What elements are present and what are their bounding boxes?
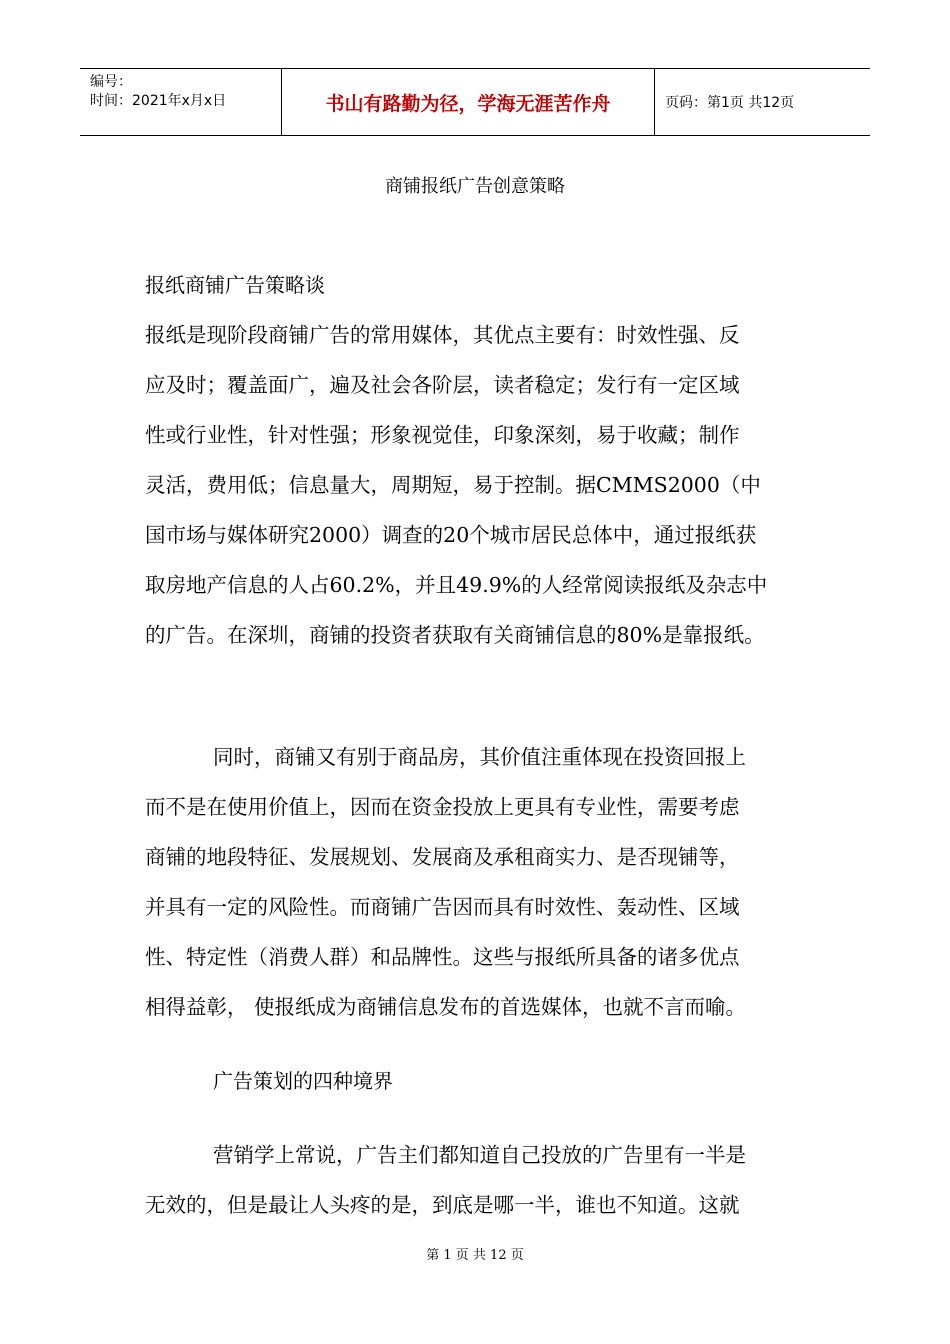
header-page-count: 页码：第1页 共12页 xyxy=(665,95,795,111)
paragraph-line: 商铺的地段特征、发展规划、发展商及承租商实力、是否现铺等， xyxy=(145,845,740,869)
section-heading-newspaper-ad-strategy: 报纸商铺广告策略谈 xyxy=(145,273,325,297)
paragraph-line: 灵活，费用低；信息量大，周期短，易于控制。据CMMS2000（中 xyxy=(145,473,761,497)
document-number-label: 编号： xyxy=(90,74,132,90)
paragraph-line: 性、特定性（消费人群）和品牌性。这些与报纸所具备的诸多优点 xyxy=(145,945,740,969)
header-meta-cell xyxy=(80,69,282,135)
header-page-cell xyxy=(655,69,870,135)
paragraph-line: 而不是在使用价值上，因而在资金投放上更具有专业性，需要考虑 xyxy=(145,795,740,819)
paragraph-line: 同时，商铺又有别于商品房，其价值注重体现在投资回报上 xyxy=(213,745,746,769)
paragraph-line: 营销学上常说，广告主们都知道自己投放的广告里有一半是 xyxy=(213,1143,746,1167)
paragraph-line: 无效的，但是最让人头疼的是，到底是哪一半，谁也不知道。这就 xyxy=(145,1193,740,1217)
paragraph-line: 的广告。在深圳，商铺的投资者获取有关商铺信息的80%是靠报纸。 xyxy=(145,623,765,647)
header-motto-cell xyxy=(282,69,655,135)
paragraph-line: 性或行业性，针对性强；形象视觉佳，印象深刻，易于收藏；制作 xyxy=(145,423,740,447)
paragraph-line: 取房地产信息的人占60.2%，并且49.9%的人经常阅读报纸及杂志中 xyxy=(145,573,768,597)
paragraph-line: 应及时；覆盖面广，遍及社会各阶层，读者稳定；发行有一定区域 xyxy=(145,373,740,397)
document-header xyxy=(80,68,870,136)
document-date-label: 时间：2021年x月x日 xyxy=(90,93,227,109)
paragraph-line: 相得益彰， 使报纸成为商铺信息发布的首选媒体，也就不言而喻。 xyxy=(145,995,747,1019)
document-title: 商铺报纸广告创意策略 xyxy=(385,176,565,197)
paragraph-line: 国市场与媒体研究2000）调查的20个城市居民总体中，通过报纸获 xyxy=(145,523,757,547)
paragraph-line: 并具有一定的风险性。而商铺广告因而具有时效性、轰动性、区域 xyxy=(145,895,740,919)
section-heading-four-realms: 广告策划的四种境界 xyxy=(213,1069,393,1093)
header-motto: 书山有路勤为径，学海无涯苦作舟 xyxy=(325,93,611,115)
paragraph-line: 报纸是现阶段商铺广告的常用媒体，其优点主要有：时效性强、反 xyxy=(145,323,740,347)
page-footer: 第 1 页 共 12 页 xyxy=(426,1248,524,1263)
